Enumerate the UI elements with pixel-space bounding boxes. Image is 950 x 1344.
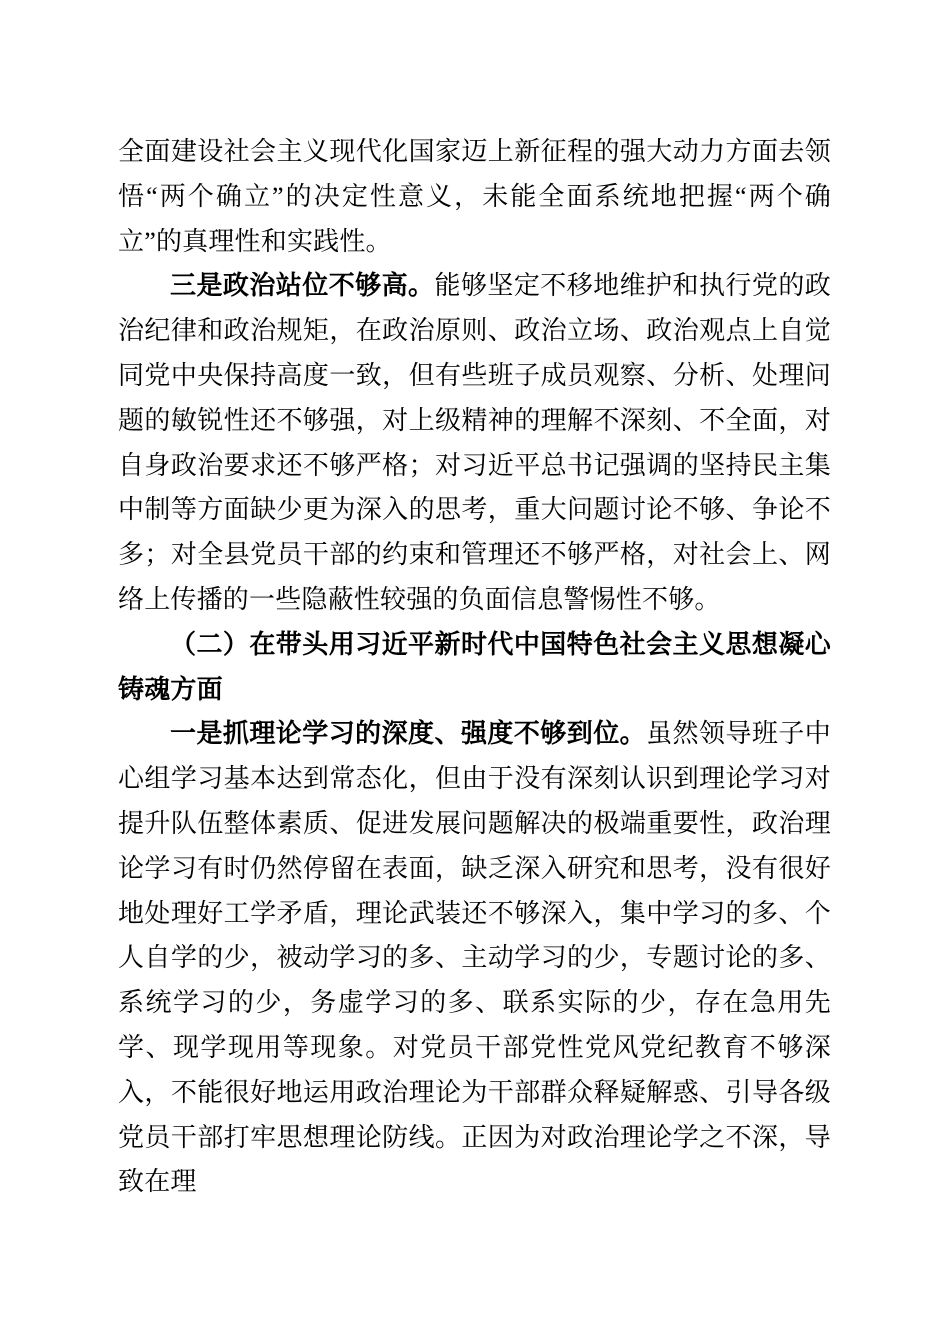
section-heading-two	[118, 623, 831, 713]
paragraph-item-three-lead: 三是政治站位不够高。	[170, 271, 435, 301]
paragraph-continuation-text: 全面建设社会主义现代化国家迈上新征程的强大动力方面去领悟“两个确立”的决定性意义，未能全面系统地把握“两个确立”的真理性和实践性。	[118, 137, 831, 256]
paragraph-item-one	[118, 712, 831, 1205]
paragraph-item-three	[118, 264, 831, 622]
paragraph-continuation	[118, 130, 831, 264]
paragraph-item-one-text: 虽然领导班子中心组学习基本达到常态化，但由于没有深刻认识到理论学习对提升队伍整体素质、促进发展问题解决的极端重要性，政治理论学习有时仍然停留在表面，缺乏深入研究和思考，没有很好地处理好工学矛盾，理论武装还不够深入，集中学习的多、个人自学的少，被动学习的多、主动学习的少，专题讨论的多、系统学习的少，务虚学习的多、联系实际的少，存在急用先学、现学现用等现象。对党员干部党性党风党纪教育不够深入，不能很好地运用政治理论为干部群众释疑解惑、引导各级党员干部打牢思想理论防线。正因为对政治理论学之不深，导致在理	[118, 719, 831, 1197]
document-body	[118, 130, 831, 1205]
paragraph-item-three-text: 能够坚定不移地维护和执行党的政治纪律和政治规矩，在政治原则、政治立场、政治观点上自觉同党中央保持高度一致，但有些班子成员观察、分析、处理问题的敏锐性还不够强，对上级精神的理解不深刻、不全面，对自身政治要求还不够严格；对习近平总书记强调的坚持民主集中制等方面缺少更为深入的思考，重大问题讨论不够、争论不多；对全县党员干部的约束和管理还不够严格，对社会上、网络上传播的一些隐蔽性较强的负面信息警惕性不够。	[118, 271, 831, 614]
paragraph-item-one-lead: 一是抓理论学习的深度、强度不够到位。	[170, 719, 647, 749]
section-heading-two-text: （二）在带头用习近平新时代中国特色社会主义思想凝心铸魂方面	[118, 629, 831, 704]
